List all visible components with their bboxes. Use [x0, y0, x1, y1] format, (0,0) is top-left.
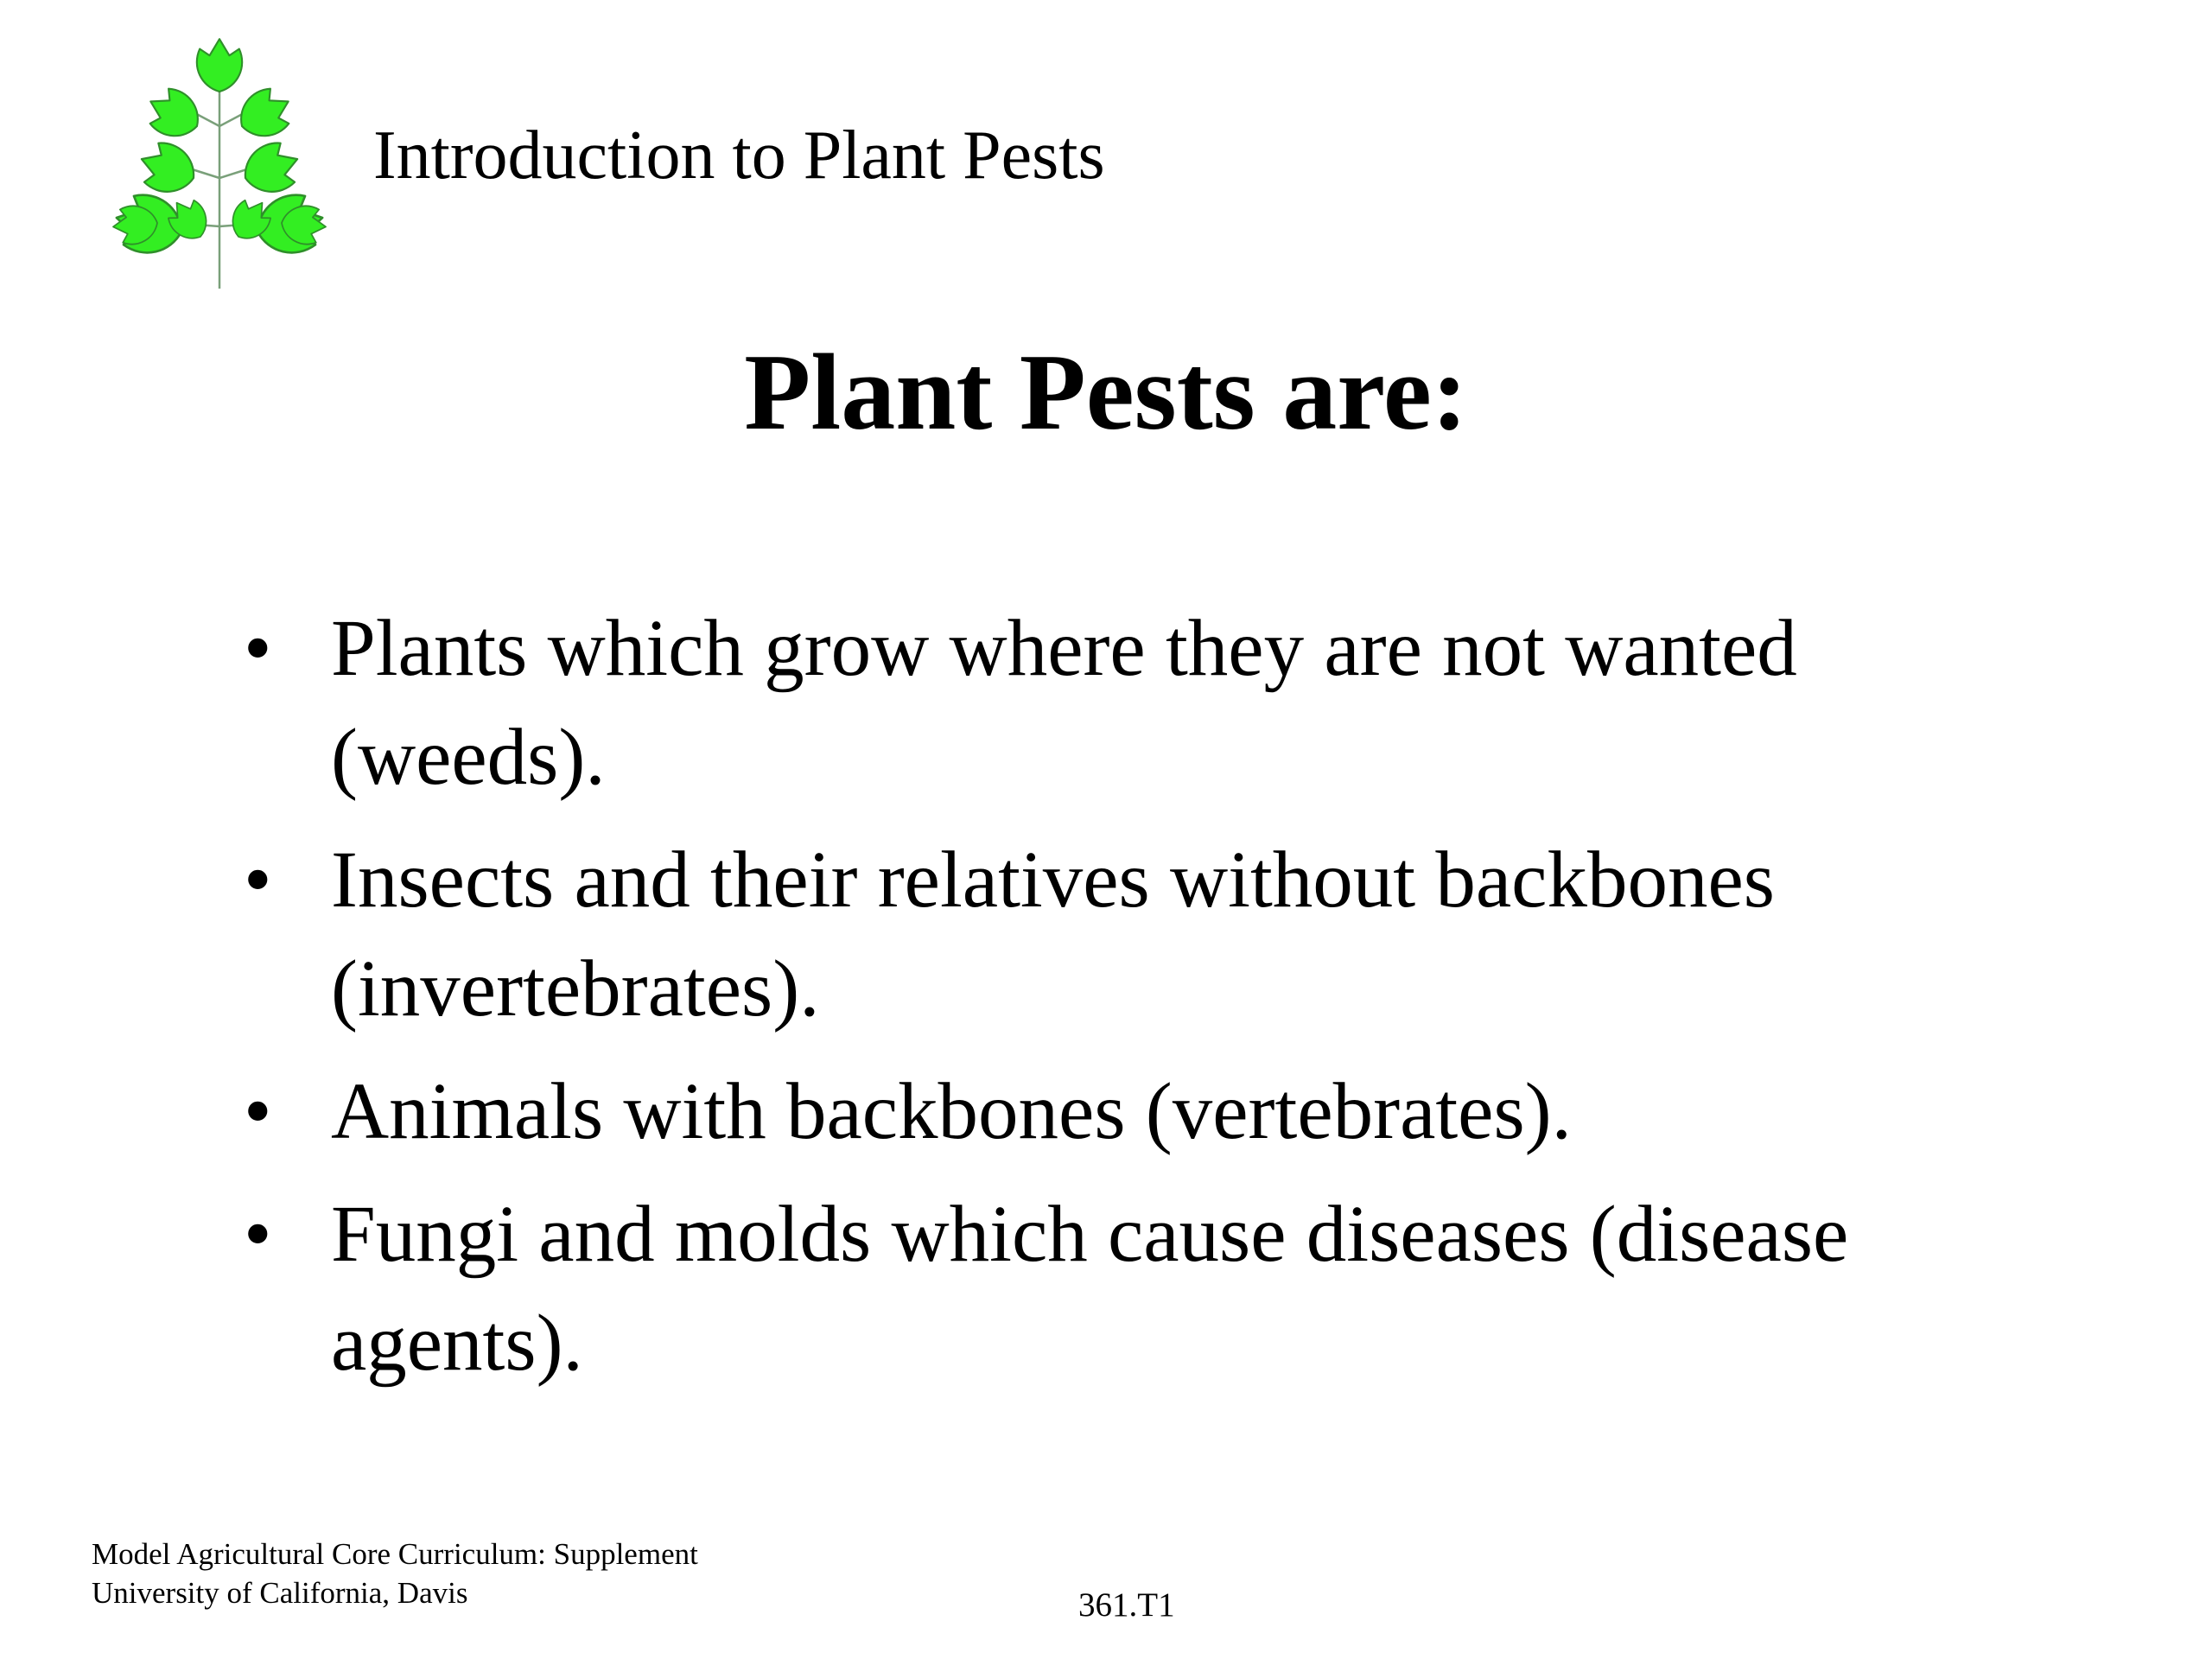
bullet-text: Plants which grow where they are not wanted (weeds). — [331, 604, 1797, 802]
bullet-text: Animals with backbones (vertebrates). — [331, 1067, 1572, 1156]
header-title: Introduction to Plant Pests — [373, 118, 1105, 194]
bullet-marker: • — [244, 1190, 272, 1279]
footer-credits — [92, 1535, 698, 1612]
bullet-text: Insects and their relatives without backbones (invertebrates). — [331, 836, 1775, 1033]
bullet-marker: • — [244, 604, 272, 693]
bullet-item-weeds — [233, 594, 2065, 812]
footer-university: University of California, Davis — [92, 1576, 468, 1610]
bullet-item-vertebrates — [233, 1058, 2065, 1166]
bullet-text: Fungi and molds which cause diseases (disease agents). — [331, 1190, 1849, 1388]
bullet-item-disease-agents — [233, 1180, 2065, 1398]
footer-curriculum: Model Agricultural Core Curriculum: Supplement — [92, 1537, 698, 1571]
bullet-marker: • — [244, 1067, 272, 1156]
bullet-marker: • — [244, 836, 272, 925]
bullet-list — [233, 594, 2065, 1412]
green-leaf-sprig-icon — [97, 31, 339, 290]
slide-title: Plant Pests are: — [744, 333, 1468, 453]
bullet-item-invertebrates — [233, 826, 2065, 1044]
page-code: 361.T1 — [1078, 1586, 1175, 1624]
